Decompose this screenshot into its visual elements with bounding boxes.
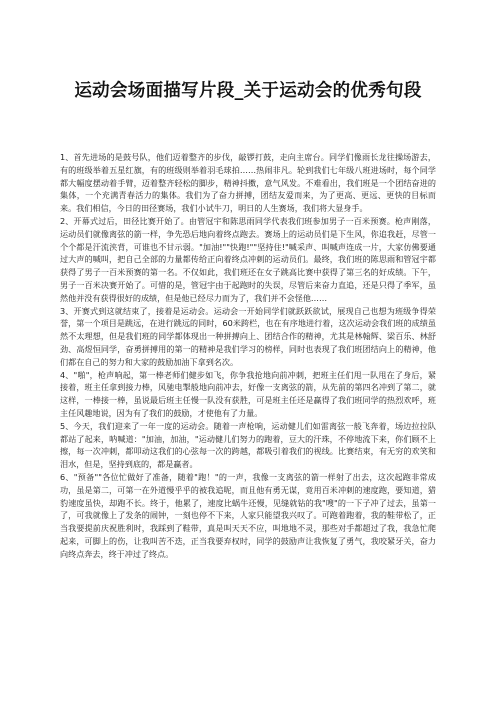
paragraph-6: 6、"预备""各位忙做好了准备，随着"跑！"的一声，我像一支离弦的箭一样射了出去，这次起跑非常成功，虽是第二，可第一在外道慢乎乎的被我追呢，而且他有勇无谋，竟用百米冲刺的速度跑，要知道，猎豹速度虽快，却跑不长。终于，他累了，速度比蜗牛还慢，见缝就钻的我"嗖"的一下子冲了过去，虽第一了，可我就像上了发条的闹钟，一刻也停不下来，人家只能望我兴叹了。可跑着跑着，我的鞋带松了，正当我要提前庆祝胜利时，我踩到了鞋带，真是叫天天不应，叫地地不灵，那些对手都超过了我，我急忙爬起来，可脚上的伤，让我叫苦不迭，正当我要弃权时，同学的鼓励声让我恢复了勇气，我咬紧牙关，奋力向终点奔去，终于冲过了终点。 [60, 471, 436, 559]
paragraph-2: 2、开幕式过后，田径比赛开始了。由管冠宇和陈思雨同学代表我们班参加男子一百米预赛。枪声刚落，运动员们就像离弦的箭一样，争先恐后地向着终点跑去。赛场上的运动员们是下生风，你追我赶，尽管一个个都是汗流浃背，可谁也不甘示弱。"加油!""快跑!""坚持住!"喊采声、叫喊声连成一片，大家仿佛要通过大声的喊叫，把自己全部的力量都传给正向着终点冲刺的运动员们。最终，我们班的陈思雨和管冠宇都获得了男子一百米预赛的第一名。不仅如此，我们班还在女子跳高比赛中获得了第三名的好成绩。下午，男子一百米决赛开始了。可惜的是，管冠宇由于起跑时的失误，尽管后来奋力直追，还是只得了季军，虽然他并没有获得很好的成绩，但是他已经尽力而为了，我们并不会怪他…… [60, 215, 436, 303]
document-title: 运动会场面描写片段_关于运动会的优秀句段 [74, 81, 422, 101]
paragraph-5: 5、今天，我们迎来了一年一度的运动会。随着一声枪响，运动健儿们如雷离弦一般飞奔着，场边拉拉队都站了起来，呐喊道："加油，加油，"运动健儿们努力的跑着，豆大的汗珠，不停地流下来，你们顾不上擦，每一次冲刺，都叩动这我们的心弦每一次的跨越，都吸引着我们的视线。比赛结束，有无穷的欢笑和泪水，但是，坚持到底的，都是赢者。 [60, 420, 436, 470]
paragraph-1: 1、首先进场的是鼓号队，他们迈着整齐的步伐，敲锣打鼓，走向主席台。同学们像雨长龙往操场游去，有的班级举着五星红旗，有的班级则举着羽毛球拍……热闹非凡。轮到我们七年级八班进场时，每个同学都大幅度摆动着手臂，迈着整齐轻松的脚步，精神抖擞，意气风发。不难看出，我们班是一个团结奋进的集体，一个充满青春活力的集体。我们为了奋力拼搏，团结友爱而来，为了更高、更远、更快的目标而来。我们相信，今日的田径赛场，我们小试牛刀，明日的人生赛场，我们将大显身手。 [60, 152, 436, 214]
paragraph-4: 4、"啪"，枪声响起，第一棒老师们健步如飞，你争我抢地向前冲刺，把班主任们甩一队甩在了身后，紧接着，班主任拿到接力棒，风驰电掣般地向前冲去，好像一支离弦的箭，从先前的第四名冲到了第二，就这样，一棒接一棒，虽说最后班主任慢一队没有获胜，可是班主任还是赢得了我们班同学的热烈欢呼，班主任风趣地说，因为有了我们的鼓励，才使他有了力量。 [60, 369, 436, 418]
paragraph-3: 3、开赛式到这就结束了，接着是运动会。运动会一开始同学们就跃跃欲试，展现自己也想为班级争得荣誉，第一个项目是跳远，在进行跳远的同时，60米跨栏，也在有序地进行着，这次运动会我们班的成绩虽然不太理想，但是我们班的同学都体现出一种拼搏向上、团结合作的精神，尤其是林翰辉、梁百乐、林舒劲、高煜恒同学，奋勇拼搏用的第一的精神是我们学习的榜样，同时也表现了我们班团结向上的精神，他们都在自己的努力和大家的鼓励加油下拿到名次。 [60, 305, 436, 367]
document-body [60, 151, 436, 561]
